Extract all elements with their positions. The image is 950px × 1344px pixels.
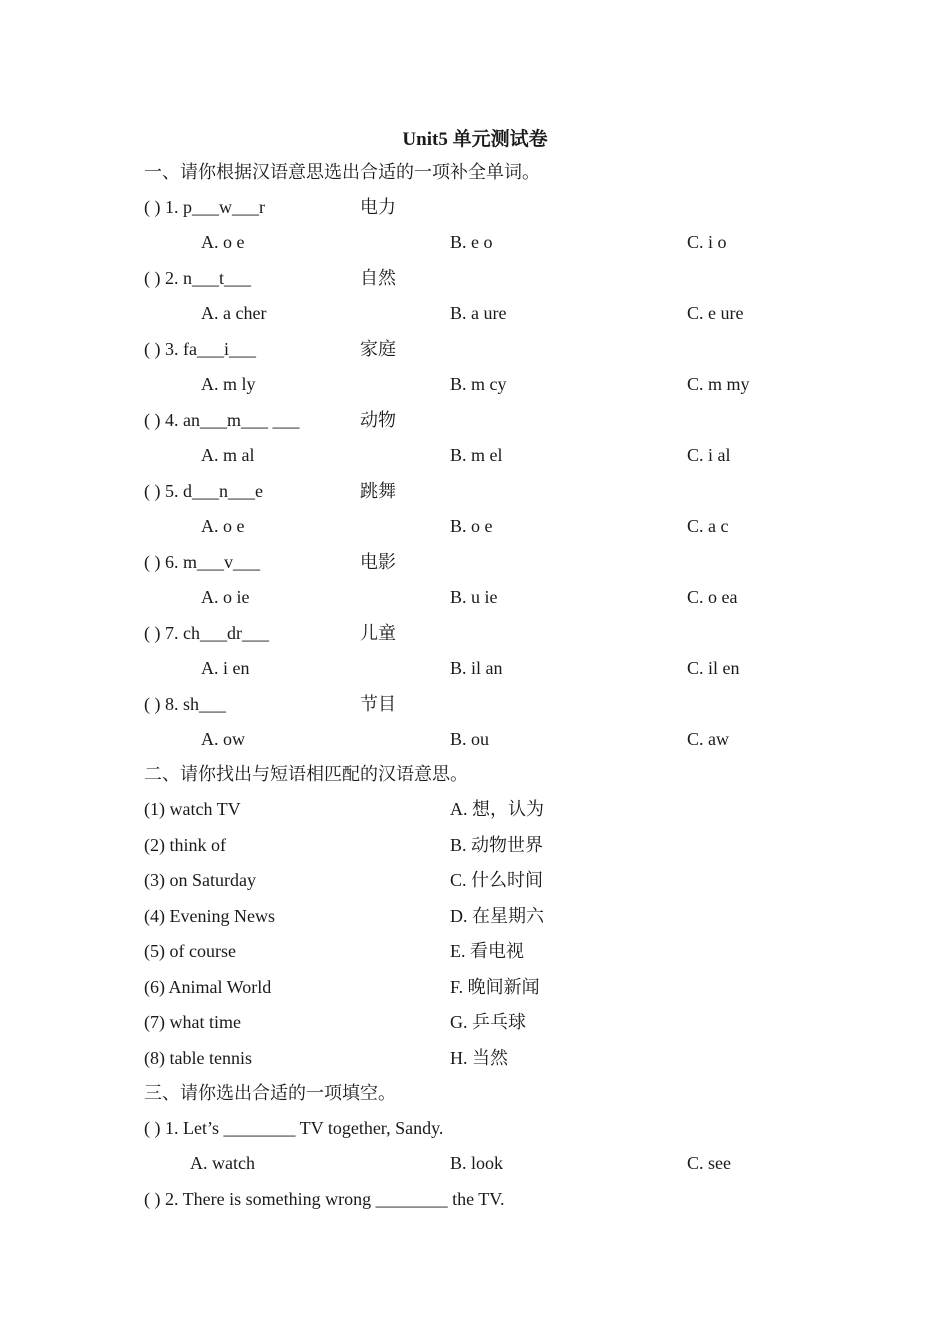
section1-q2-option-a: A. a cher: [201, 303, 267, 323]
section1-q1-stem: ( ) 1. p___w___r: [144, 197, 265, 217]
match-left-item: (7) what time: [144, 1012, 241, 1032]
match-right-item: H. 当然: [450, 1048, 508, 1068]
section3-q1-stem: ( ) 1. Let’s ________ TV together, Sandy.: [144, 1118, 444, 1138]
section1-q1-option-c: C. i o: [687, 232, 727, 252]
section1-q4-stem: ( ) 4. an___m___ ___: [144, 410, 300, 430]
section1-q8-option-b: B. ou: [450, 729, 490, 749]
match-left-item: (8) table tennis: [144, 1048, 252, 1068]
section1-q5-stem: ( ) 5. d___n___e: [144, 481, 263, 501]
match-left-item: (4) Evening News: [144, 906, 275, 926]
section1-q1-option-b: B. e o: [450, 232, 493, 252]
match-right-item: G. 乒乓球: [450, 1012, 526, 1032]
section1-q7-chinese: 儿童: [360, 623, 396, 643]
section1-q8-chinese: 节目: [360, 694, 396, 714]
match-right-item: B. 动物世界: [450, 835, 544, 855]
section1-q5-option-c: C. a c: [687, 516, 729, 536]
section1-q6-chinese: 电影: [360, 552, 396, 572]
section1-q5-chinese: 跳舞: [360, 481, 396, 501]
section1-q8-stem: ( ) 8. sh___: [144, 694, 226, 714]
match-left-item: (5) of course: [144, 941, 236, 961]
section3-heading: 三、请你选出合适的一项填空。: [144, 1083, 396, 1103]
section1-q5-option-a: A. o e: [201, 516, 245, 536]
section1-q3-chinese: 家庭: [360, 339, 396, 359]
section1-q4-option-a: A. m al: [201, 445, 255, 465]
section1-q7-option-a: A. i en: [201, 658, 250, 678]
section1-q5-option-b: B. o e: [450, 516, 493, 536]
section1-q6-option-b: B. u ie: [450, 587, 498, 607]
match-right-item: C. 什么时间: [450, 870, 544, 890]
section1-q4-chinese: 动物: [360, 410, 396, 430]
section1-q6-stem: ( ) 6. m___v___: [144, 552, 260, 572]
section1-q7-option-c: C. il en: [687, 658, 740, 678]
section1-q2-chinese: 自然: [360, 268, 396, 288]
section3-q1-option-c: C. see: [687, 1153, 731, 1173]
section1-q6-option-a: A. o ie: [201, 587, 250, 607]
match-right-item: E. 看电视: [450, 941, 524, 961]
section1-q6-option-c: C. o ea: [687, 587, 738, 607]
match-right-item: A. 想，认为: [450, 799, 544, 819]
section1-q8-option-c: C. aw: [687, 729, 729, 749]
section1-q3-option-b: B. m cy: [450, 374, 507, 394]
section3-q2-stem: ( ) 2. There is something wrong ________ the TV.: [144, 1189, 505, 1209]
section1-q7-option-b: B. il an: [450, 658, 503, 678]
section1-q3-option-c: C. m my: [687, 374, 750, 394]
section1-q1-option-a: A. o e: [201, 232, 245, 252]
section1-q7-stem: ( ) 7. ch___dr___: [144, 623, 269, 643]
match-left-item: (3) on Saturday: [144, 870, 256, 890]
section1-q8-option-a: A. ow: [201, 729, 245, 749]
section1-q4-option-c: C. i al: [687, 445, 731, 465]
section1-q2-option-c: C. e ure: [687, 303, 744, 323]
match-right-item: D. 在星期六: [450, 906, 544, 926]
section1-q4-option-b: B. m el: [450, 445, 503, 465]
section1-q3-stem: ( ) 3. fa___i___: [144, 339, 256, 359]
match-left-item: (1) watch TV: [144, 799, 241, 819]
section1-heading: 一、请你根据汉语意思选出合适的一项补全单词。: [144, 162, 540, 182]
section3-q1-option-b: B. look: [450, 1153, 504, 1173]
match-right-item: F. 晚间新闻: [450, 977, 540, 997]
match-left-item: (2) think of: [144, 835, 226, 855]
section1-q2-stem: ( ) 2. n___t___: [144, 268, 251, 288]
section1-q2-option-b: B. a ure: [450, 303, 507, 323]
section1-q1-chinese: 电力: [360, 197, 396, 217]
page-title: Unit5 单元测试卷: [402, 129, 548, 150]
match-left-item: (6) Animal World: [144, 977, 272, 997]
section1-q3-option-a: A. m ly: [201, 374, 256, 394]
section3-q1-option-a: A. watch: [190, 1153, 255, 1173]
section2-heading: 二、请你找出与短语相匹配的汉语意思。: [144, 764, 468, 784]
